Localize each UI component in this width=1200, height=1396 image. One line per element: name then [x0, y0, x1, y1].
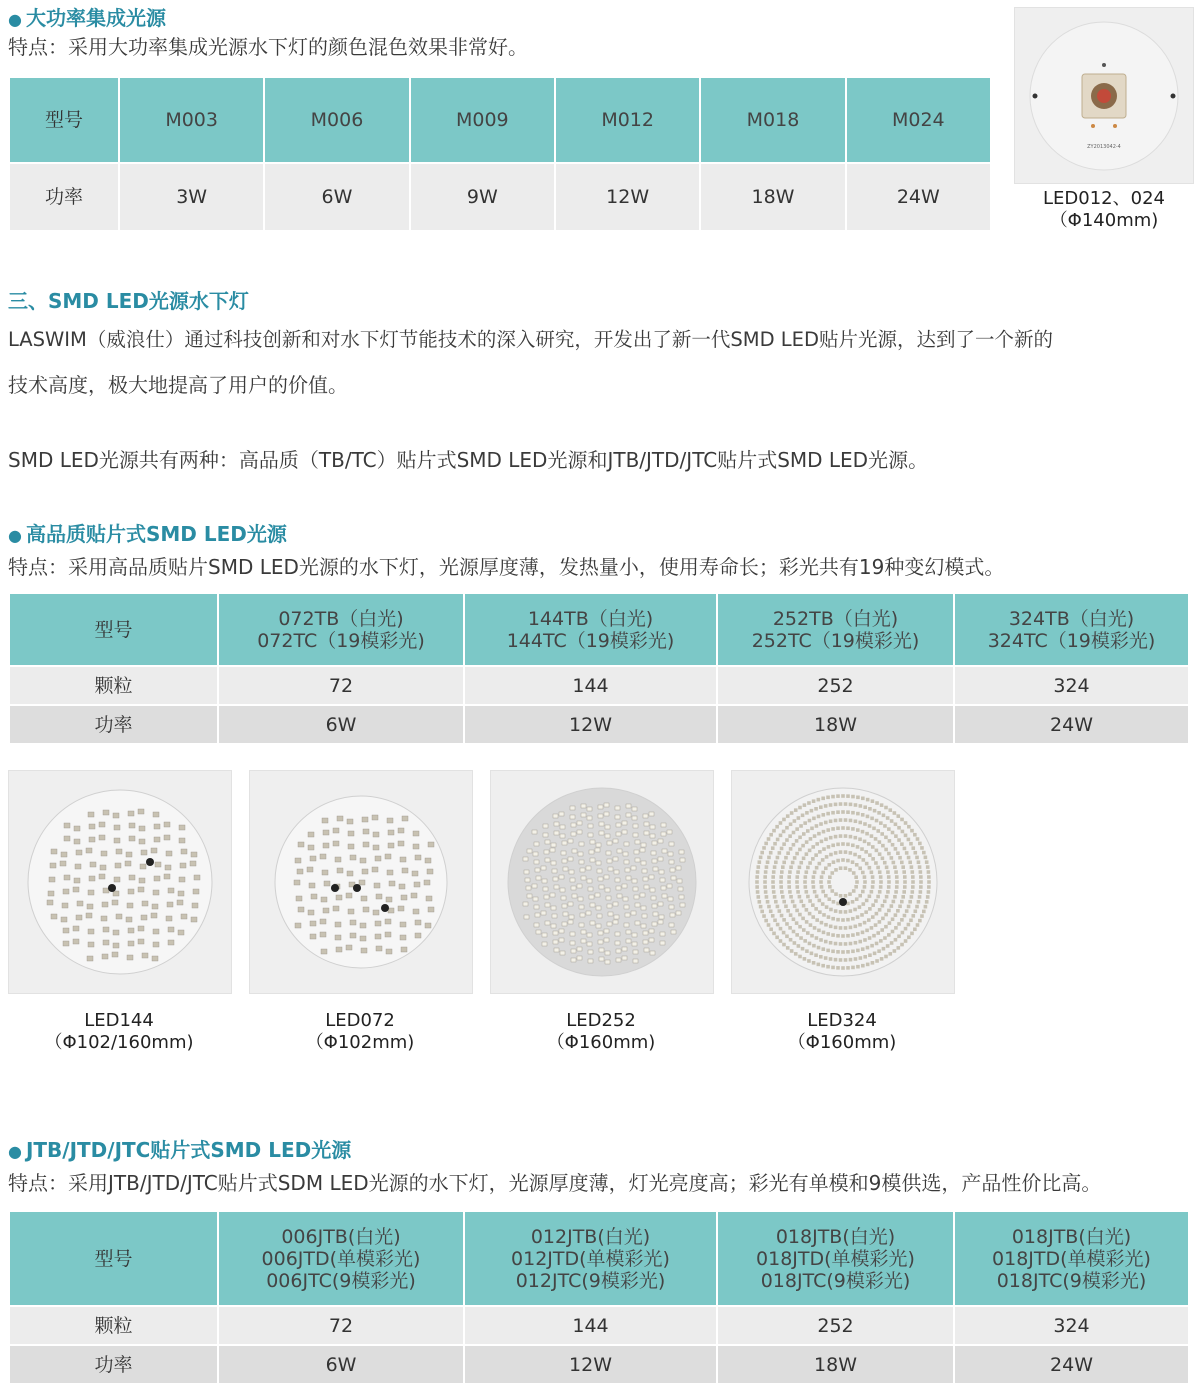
section4-title: ● JTB/JTD/JTC贴片式SMD LED光源	[8, 1138, 352, 1162]
model-cell: 324TB（白光) 324TC（19模彩光)	[954, 593, 1189, 666]
section3-title: ● 高品质贴片式SMD LED光源	[8, 522, 287, 546]
model-label-cell: 型号	[9, 77, 119, 163]
section3-feature: 特点：采用高品质贴片SMD LED光源的水下灯，光源厚度薄，发热量小，使用寿命长；彩光共有19种变幻模式。	[8, 555, 1005, 579]
led252-photo	[490, 770, 714, 994]
section1-feature: 特点：采用大功率集成光源水下灯的颜色混色效果非常好。	[8, 35, 528, 59]
model-cell: M003	[119, 77, 264, 163]
count-cell: 324	[954, 1306, 1189, 1345]
model-cell: 072TB（白光) 072TC（19模彩光)	[218, 593, 464, 666]
led-board-image	[491, 771, 713, 993]
led-board-image	[250, 771, 472, 993]
model-cell: M024	[846, 77, 991, 163]
model-cell: 018JTB(白光) 018JTD(单模彩光) 018JTC(9模彩光)	[954, 1211, 1189, 1306]
count-label-cell: 颗粒	[9, 666, 218, 705]
power-cell: 24W	[954, 705, 1189, 744]
count-cell: 72	[218, 1306, 464, 1345]
count-cell: 324	[954, 666, 1189, 705]
led252-caption: LED252 （Φ160mm)	[546, 1010, 656, 1053]
section1-table	[8, 76, 992, 232]
power-cell: 18W	[717, 1345, 954, 1384]
led012-caption: LED012、024 （Φ140mm)	[1043, 188, 1165, 231]
led072-caption: LED072 （Φ102mm)	[305, 1010, 415, 1053]
board-print-text: ZY2013042-4	[1087, 144, 1121, 150]
led324-photo	[731, 770, 955, 994]
section1-title: ● 大功率集成光源	[8, 6, 166, 30]
model-cell: 006JTB(白光) 006JTD(单模彩光) 006JTC(9模彩光)	[218, 1211, 464, 1306]
intro-line-2: 技术高度，极大地提高了用户的价值。	[8, 373, 348, 397]
power-label-cell: 功率	[9, 705, 218, 744]
section4-feature: 特点：采用JTB/JTD/JTC贴片式SDM LED光源的水下灯，光源厚度薄，灯光亮度高；彩光有单模和9模供选，产品性价比高。	[8, 1171, 1102, 1195]
power-cell: 18W	[700, 163, 845, 231]
power-cell: 3W	[119, 163, 264, 231]
power-cell: 9W	[410, 163, 555, 231]
model-cell: M012	[555, 77, 700, 163]
model-label-cell: 型号	[9, 1211, 218, 1306]
power-cell: 24W	[846, 163, 991, 231]
count-label-cell: 颗粒	[9, 1306, 218, 1345]
led-board-image	[9, 771, 231, 993]
power-label-cell: 功率	[9, 163, 119, 231]
led-module-image	[1015, 8, 1193, 183]
intro-line-3: SMD LED光源共有两种：高品质（TB/TC）贴片式SMD LED光源和JTB/JTD/JTC贴片式SMD LED光源。	[8, 448, 929, 472]
count-cell: 144	[464, 1306, 717, 1345]
power-cell: 6W	[218, 1345, 464, 1384]
power-cell: 24W	[954, 1345, 1189, 1384]
led144-photo	[8, 770, 232, 994]
section2-heading: 三、SMD LED光源水下灯	[8, 289, 249, 313]
count-cell: 72	[218, 666, 464, 705]
power-cell: 6W	[218, 705, 464, 744]
model-label-cell: 型号	[9, 593, 218, 666]
count-cell: 252	[717, 666, 954, 705]
led-board-image	[732, 771, 954, 993]
section3-table	[8, 592, 1190, 745]
power-cell: 12W	[464, 705, 717, 744]
power-cell: 18W	[717, 705, 954, 744]
bullet-dot-icon: ●	[8, 526, 22, 545]
count-cell: 144	[464, 666, 717, 705]
led012-photo	[1014, 7, 1194, 184]
power-cell: 12W	[555, 163, 700, 231]
model-cell: M018	[700, 77, 845, 163]
power-label-cell: 功率	[9, 1345, 218, 1384]
model-cell: 018JTB(白光) 018JTD(单模彩光) 018JTC(9模彩光)	[717, 1211, 954, 1306]
power-cell: 12W	[464, 1345, 717, 1384]
model-cell: M009	[410, 77, 555, 163]
section4-table	[8, 1210, 1190, 1385]
count-cell: 252	[717, 1306, 954, 1345]
power-cell: 6W	[264, 163, 409, 231]
bullet-dot-icon: ●	[8, 10, 22, 29]
model-cell: 252TB（白光) 252TC（19模彩光)	[717, 593, 954, 666]
led072-photo	[249, 770, 473, 994]
model-cell: 144TB（白光) 144TC（19模彩光)	[464, 593, 717, 666]
bullet-dot-icon: ●	[8, 1142, 22, 1161]
led324-caption: LED324 （Φ160mm)	[787, 1010, 897, 1053]
intro-line-1: LASWIM（威浪仕）通过科技创新和对水下灯节能技术的深入研究，开发出了新一代SMD LED贴片光源，达到了一个新的	[8, 328, 1054, 351]
model-cell: M006	[264, 77, 409, 163]
led144-caption: LED144 （Φ102/160mm)	[44, 1010, 194, 1053]
model-cell: 012JTB(白光) 012JTD(单模彩光) 012JTC(9模彩光)	[464, 1211, 717, 1306]
